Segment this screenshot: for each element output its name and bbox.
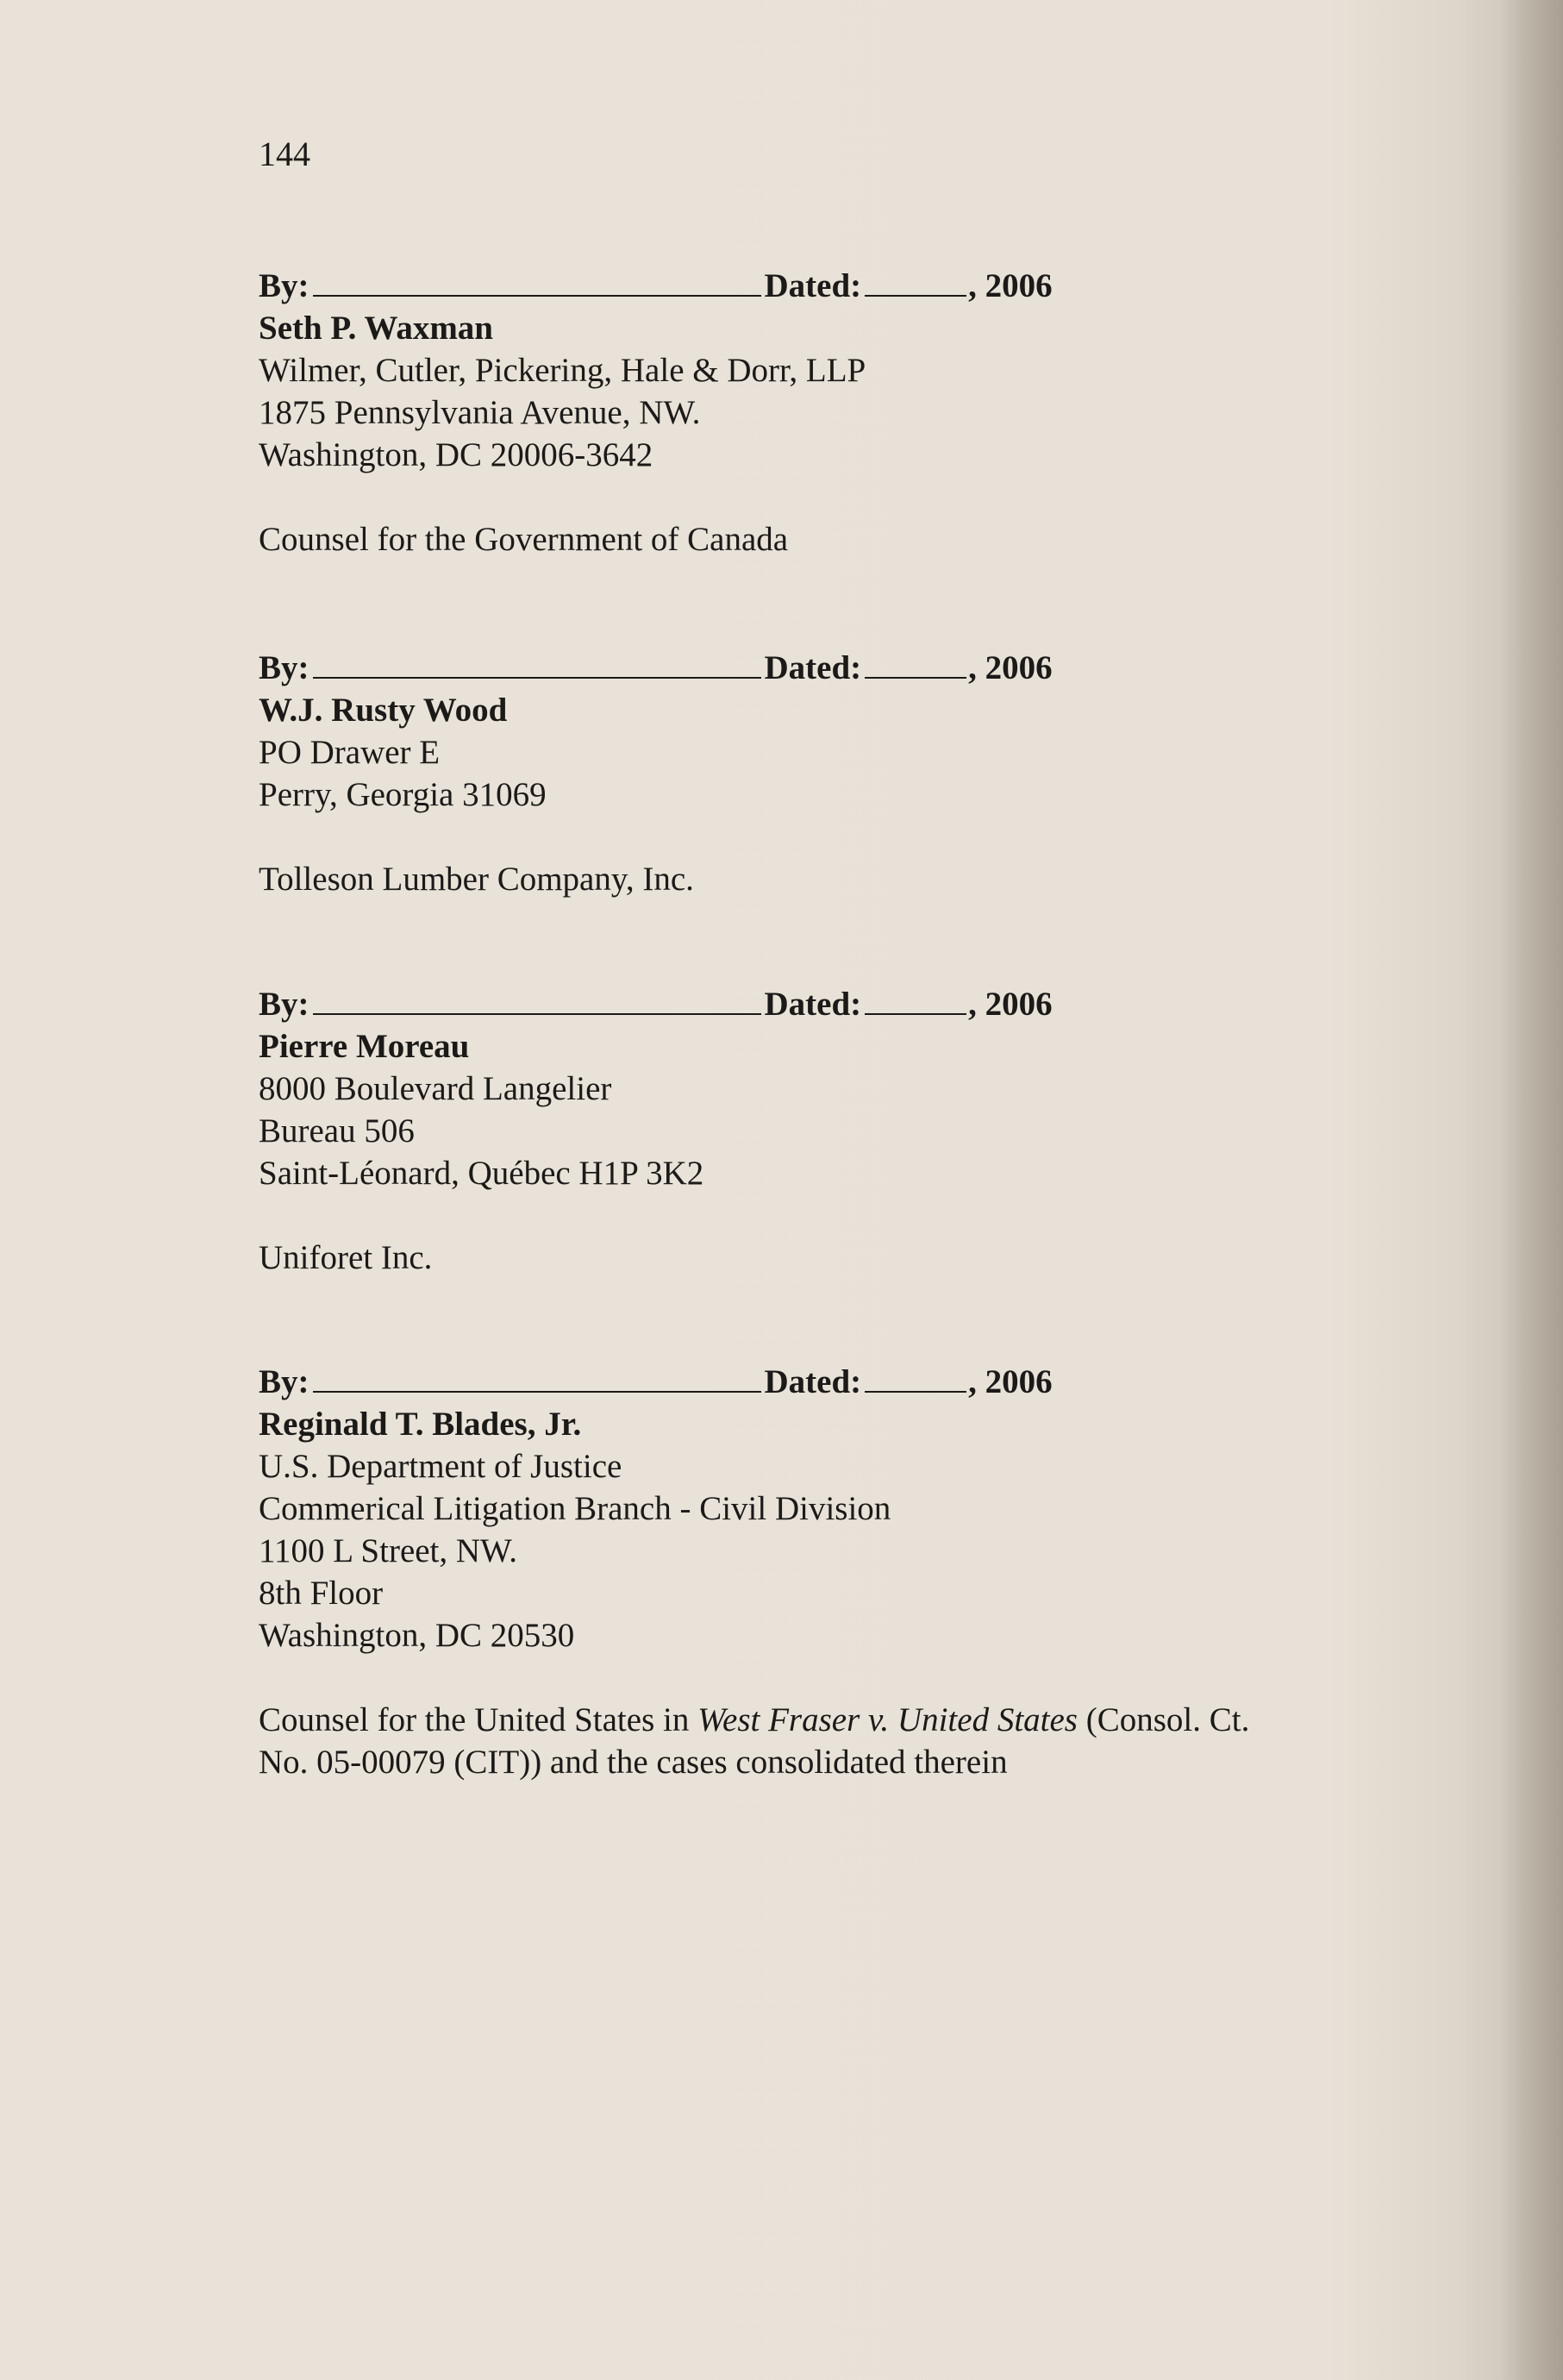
address-line: U.S. Department of Justice [259,1448,622,1485]
signature-block-moreau [259,983,1379,1279]
description-suffix: (Consol. Ct. [1077,1701,1250,1738]
party-description: Tolleson Lumber Company, Inc. [259,861,694,898]
date-blank [865,1390,966,1393]
address-line: Saint-Léonard, Québec H1P 3K2 [259,1155,704,1192]
signature-blank [313,1012,761,1015]
address-line: Wilmer, Cutler, Pickering, Hale & Dorr, LLP [259,352,866,389]
party-description: Uniforet Inc. [259,1239,433,1276]
signature-line [259,265,1379,307]
dated-label: Dated: [764,649,862,686]
by-label: By: [259,986,309,1023]
party-description [259,1699,1379,1741]
address-line: 8th Floor [259,1575,384,1612]
address-line: PO Drawer E [259,734,441,771]
year-text: , 2006 [968,986,1053,1023]
signature-line [259,983,1379,1025]
signer-name: W.J. Rusty Wood [259,692,508,729]
address-line: Bureau 506 [259,1112,415,1149]
page-number: 144 [259,135,310,173]
dated-label: Dated: [764,986,862,1023]
case-name: West Fraser v. United States [697,1701,1078,1738]
year-text: , 2006 [968,1363,1053,1400]
by-label: By: [259,649,309,686]
description-prefix: Counsel for the United States in [259,1701,698,1738]
dated-label: Dated: [764,1363,862,1400]
date-blank [865,676,966,679]
signature-block-blades [259,1361,1379,1783]
year-text: , 2006 [968,649,1053,686]
signature-line [259,647,1379,689]
date-blank [865,294,966,297]
signature-line [259,1361,1379,1403]
book-spine-shadow [1500,0,1563,2380]
address-line: 1100 L Street, NW. [259,1532,518,1569]
signature-blank [313,676,761,679]
signer-name: Reginald T. Blades, Jr. [259,1406,582,1443]
by-label: By: [259,267,309,304]
by-label: By: [259,1363,309,1400]
address-line: Perry, Georgia 31069 [259,776,547,813]
signature-block-wood [259,647,1379,900]
address-line: Washington, DC 20006-3642 [259,436,653,473]
address-line: Washington, DC 20530 [259,1617,575,1654]
address-line: 8000 Boulevard Langelier [259,1070,612,1107]
signer-name: Pierre Moreau [259,1028,470,1065]
address-line: 1875 Pennsylvania Avenue, NW. [259,394,701,431]
signature-blank [313,294,761,297]
address-line: Commerical Litigation Branch - Civil Division [259,1490,891,1527]
signature-blank [313,1390,761,1393]
party-description-continued: No. 05-00079 (CIT)) and the cases consolidated therein [259,1744,1008,1781]
date-blank [865,1012,966,1015]
dated-label: Dated: [764,267,862,304]
signer-name: Seth P. Waxman [259,310,493,347]
signature-block-waxman [259,265,1379,561]
party-description: Counsel for the Government of Canada [259,521,789,558]
year-text: , 2006 [968,267,1053,304]
